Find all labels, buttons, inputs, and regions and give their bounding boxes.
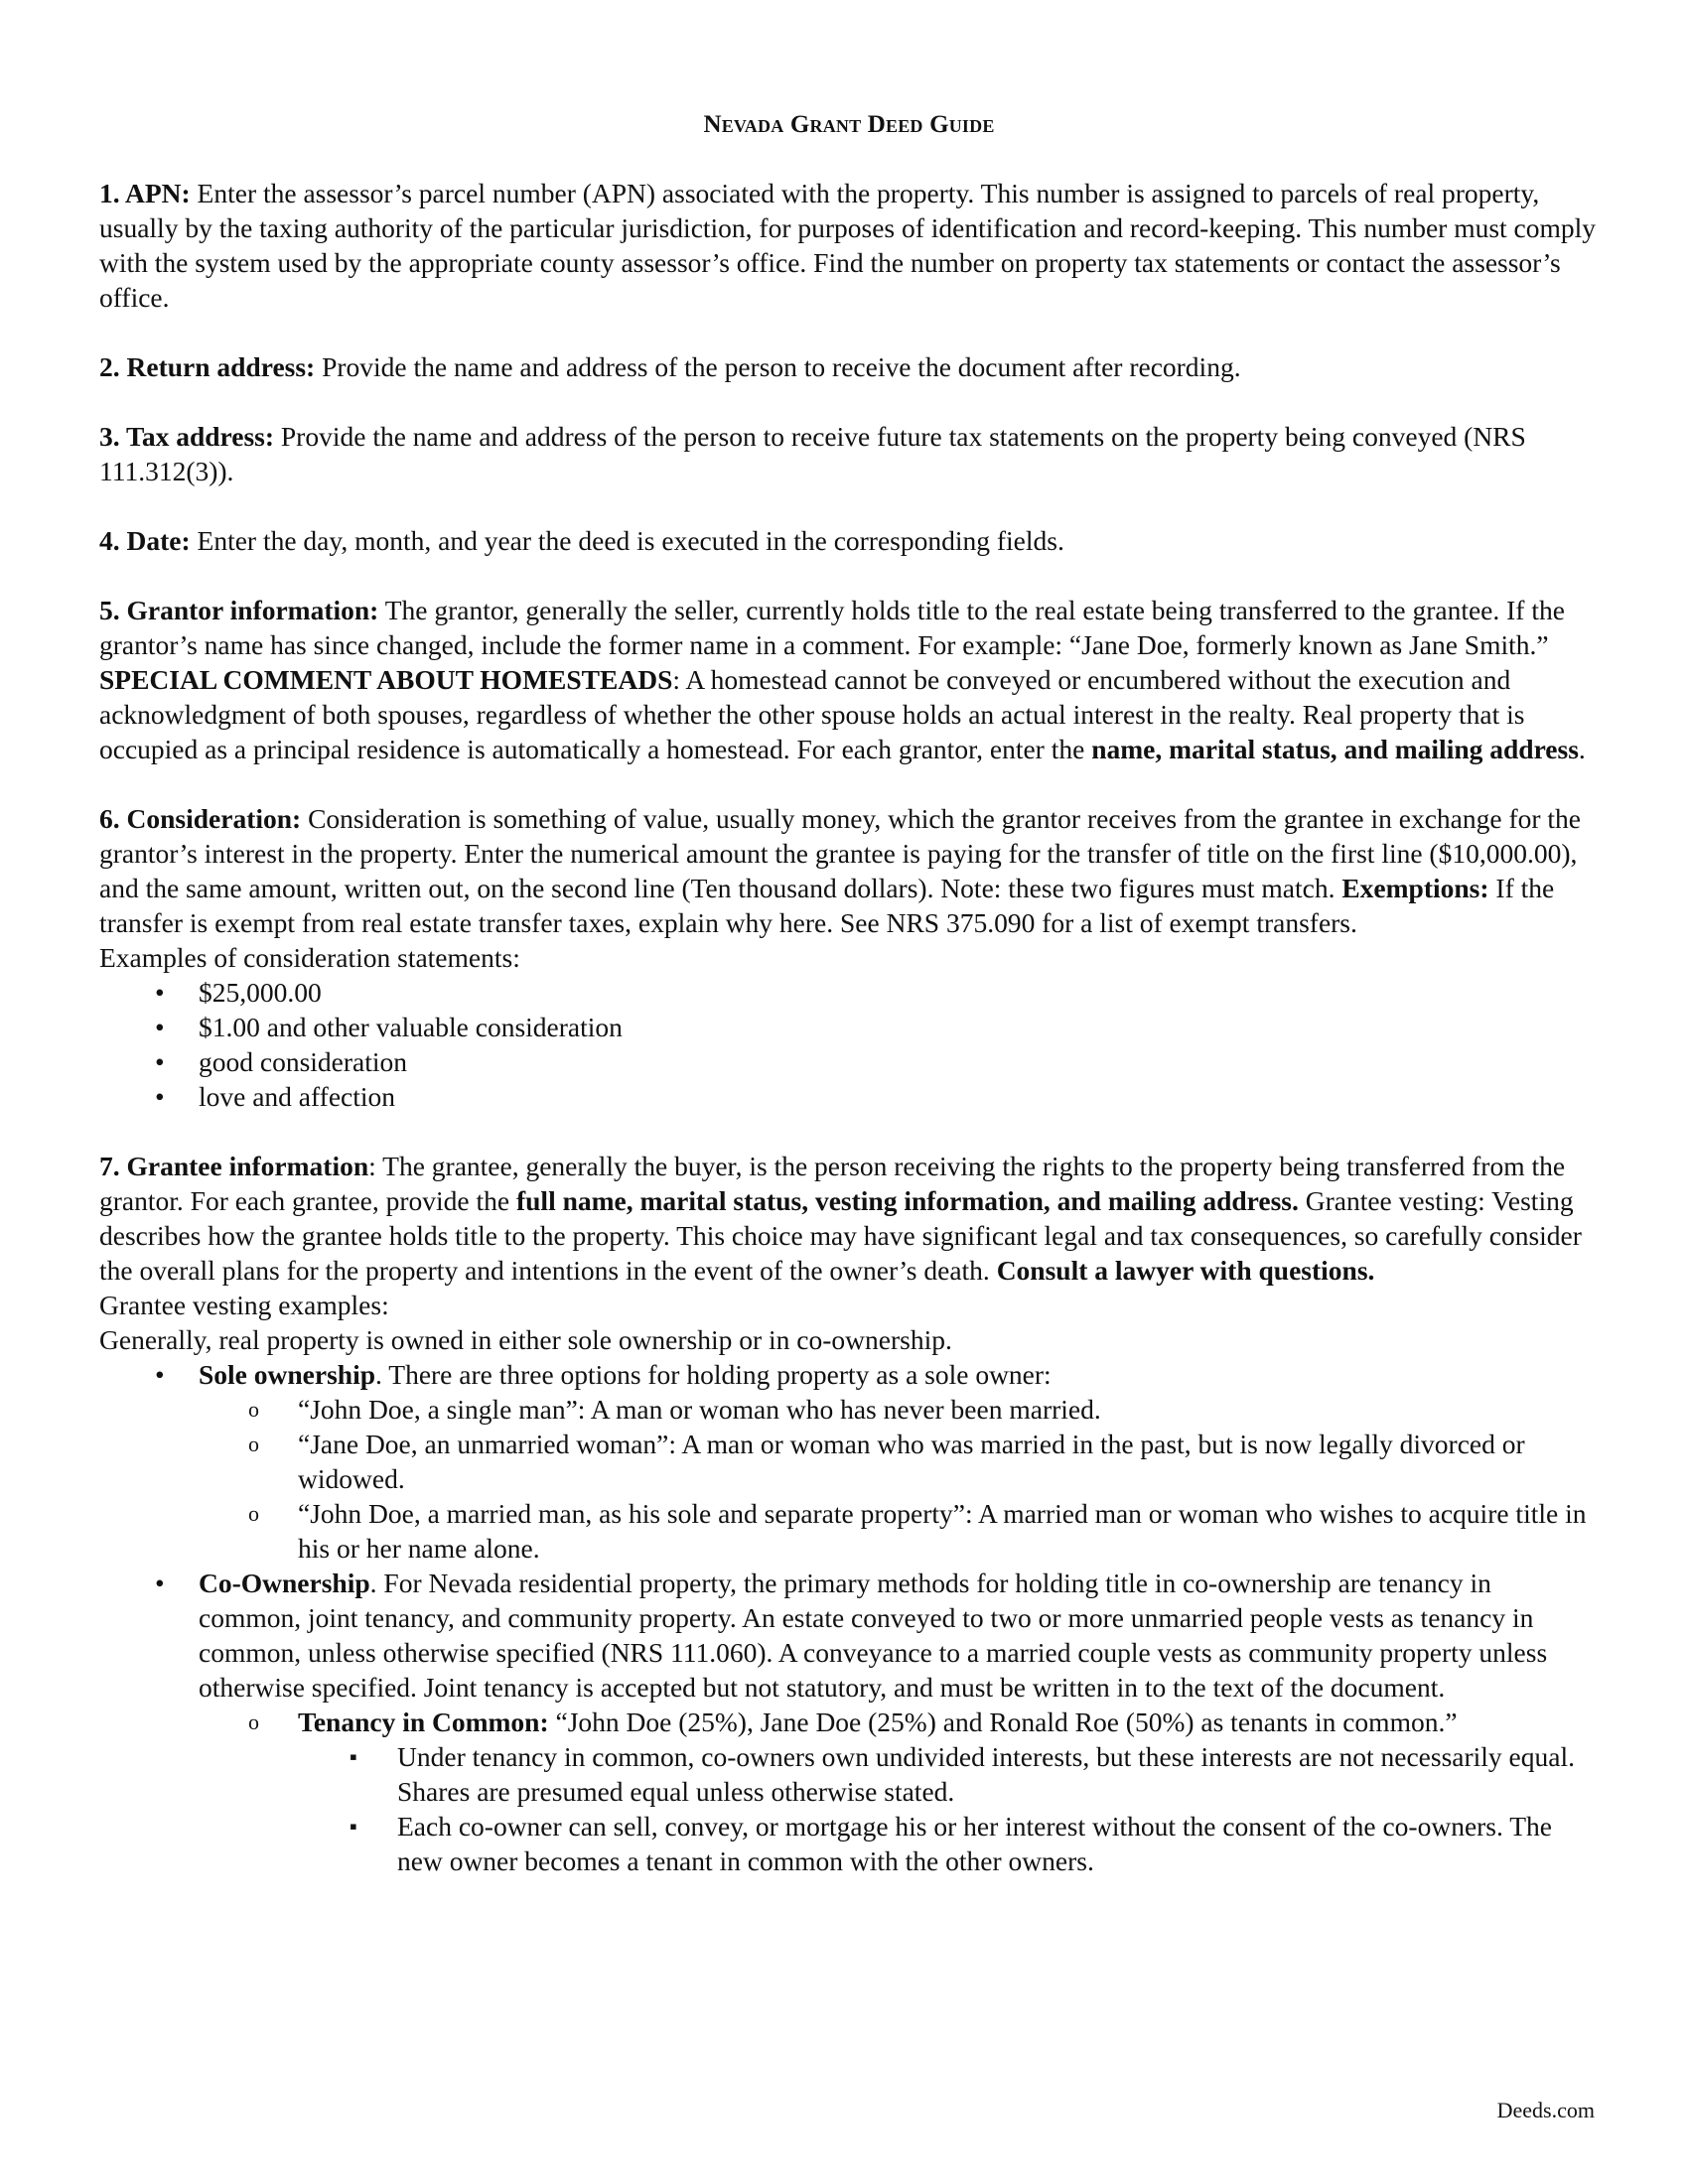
section-grantee — [99, 1149, 1599, 1288]
sole-ownership-options — [99, 1392, 1599, 1566]
section-label: 5. Grantor information: — [99, 595, 379, 625]
homestead-comment-label: SPECIAL COMMENT ABOUT HOMESTEADS — [99, 664, 673, 695]
grantor-required-fields: name, marital status, and mailing address — [1091, 734, 1579, 764]
section-text: Enter the day, month, and year the deed is executed in the corresponding fields. — [190, 525, 1064, 556]
section-text: : The grantee, generally the buyer, is the person receiving the rights to the property being transferred from the grantor. For each grantee, provide the — [99, 1151, 1566, 1216]
vesting-heading: Grantee vesting examples: — [99, 1290, 389, 1320]
section-text: If the transfer is exempt from real estate transfer taxes, explain why here. See NRS 375.090 for a list of exempt transfers. — [99, 873, 1555, 938]
section-text: Grantee vesting: Vesting describes how the grantee holds title to the property. This choice may have significant legal and tax consequences, so carefully consider the overall plans for the property and intentions in the event of the owner’s death. — [99, 1185, 1582, 1286]
section-date — [99, 523, 1599, 558]
section-text: . — [1578, 734, 1586, 764]
section-label: 3. Tax address: — [99, 421, 275, 452]
section-text: : A homestead cannot be conveyed or encumbered without the execution and acknowledgment of both spouses, regardless of whether the other spouse holds an actual interest in the realty. Real property that is occupied as a principal residence is automatically a homestead. For each grantor, enter the — [99, 664, 1525, 764]
co-ownership-text: . For Nevada residential property, the primary methods for holding title in co-ownership are tenancy in common, joint tenancy, and community property. An estate conveyed to two or more unmarried people vests as tenancy in common, unless otherwise specified (NRS 111.060). A conveyance to a married couple vests as community property unless otherwise specified. Joint tenancy is accepted but not statutory, and must be written in to the text of the document. — [199, 1568, 1548, 1703]
sole-ownership-text: . There are three options for holding property as a sole owner: — [375, 1359, 1052, 1390]
section-return-address — [99, 349, 1599, 384]
section-text: Consideration is something of value, usually money, which the grantor receives from the grantee in exchange for the grantor’s interest in the property. Enter the numerical amount the grantee is paying for the transfer of title on the first line ($10,000.00), and the same amount, written out, on the second line (Ten thousand dollars). Note: these two figures must match. — [99, 803, 1581, 903]
list-item: o “John Doe, a single man”: A man or woman who has never been married. — [99, 1392, 1599, 1427]
tenancy-in-common-text: “John Doe (25%), Jane Doe (25%) and Ronald Roe (50%) as tenants in common.” — [548, 1706, 1458, 1737]
section-tax-address — [99, 419, 1599, 488]
list-item: o “Jane Doe, an unmarried woman”: A man or woman who was married in the past, but is now legally divorced or widowed. — [99, 1427, 1599, 1496]
section-label: 4. Date: — [99, 525, 191, 556]
sole-ownership-label: Sole ownership — [199, 1359, 376, 1390]
section-consideration — [99, 801, 1599, 940]
section-label: 2. Return address: — [99, 351, 316, 382]
exemptions-label: Exemptions: — [1341, 873, 1489, 903]
list-item-sole-ownership — [99, 1357, 1599, 1392]
list-item-tenancy-in-common — [99, 1705, 1599, 1739]
list-item-co-ownership — [99, 1566, 1599, 1705]
tenancy-in-common-label: Tenancy in Common: — [298, 1706, 549, 1737]
section-text: Provide the name and address of the person to receive future tax statements on the property being conveyed (NRS 111.312(3)). — [99, 421, 1526, 486]
co-ownership-label: Co-Ownership — [199, 1568, 370, 1598]
list-item: ▪ Each co-owner can sell, convey, or mortgage his or her interest without the consent of the co-owners. The new owner becomes a tenant in common with the other owners. — [99, 1809, 1599, 1878]
list-item: • $25,000.00 — [99, 975, 1599, 1010]
vesting-list-co — [99, 1566, 1599, 1705]
document-title: Nevada Grant Deed Guide — [703, 111, 995, 138]
section-label: 1. APN: — [99, 178, 191, 208]
grantee-required-fields: full name, marital status, vesting information, and mailing address. — [515, 1185, 1299, 1216]
section-apn — [99, 176, 1599, 315]
footer-brand: Deeds.com — [1496, 2098, 1595, 2122]
list-item: • love and affection — [99, 1079, 1599, 1114]
vesting-list — [99, 1357, 1599, 1392]
section-text: Enter the assessor’s parcel number (APN) associated with the property. This number is assigned to parcels of real property, usually by the taxing authority of the particular jurisdiction, for purposes of identification and record-keeping. This number must comply with the system used by the appropriate county assessor’s office. Find the number on property tax statements or contact the assessor’s office. — [99, 178, 1597, 313]
section-text: The grantor, generally the seller, currently holds title to the real estate being transferred to the grantee. If the grantor’s name has since changed, include the former name in a comment. For example: “Jane Doe, formerly known as Jane Smith.” — [99, 595, 1565, 660]
list-item: • good consideration — [99, 1044, 1599, 1079]
vesting-intro: Generally, real property is owned in either sole ownership or in co-ownership. — [99, 1324, 952, 1355]
list-item: o “John Doe, a married man, as his sole and separate property”: A married man or woman who wishes to acquire title in his or her name alone. — [99, 1496, 1599, 1566]
section-label: 6. Consideration: — [99, 803, 302, 834]
section-text: Provide the name and address of the person to receive the document after recording. — [315, 351, 1241, 382]
list-item: ▪ Under tenancy in common, co-owners own undivided interests, but these interests are not necessarily equal. Shares are presumed equal unless otherwise stated. — [99, 1739, 1599, 1809]
lawyer-advice: Consult a lawyer with questions. — [996, 1255, 1375, 1286]
consideration-examples-list — [99, 975, 1599, 1114]
section-grantor — [99, 593, 1599, 766]
section-label: 7. Grantee information — [99, 1151, 369, 1181]
document-body — [99, 107, 1599, 1878]
tenancy-in-common-points — [99, 1739, 1599, 1878]
consideration-examples-heading: Examples of consideration statements: — [99, 942, 520, 973]
list-item: • $1.00 and other valuable consideration — [99, 1010, 1599, 1044]
co-ownership-options — [99, 1705, 1599, 1739]
